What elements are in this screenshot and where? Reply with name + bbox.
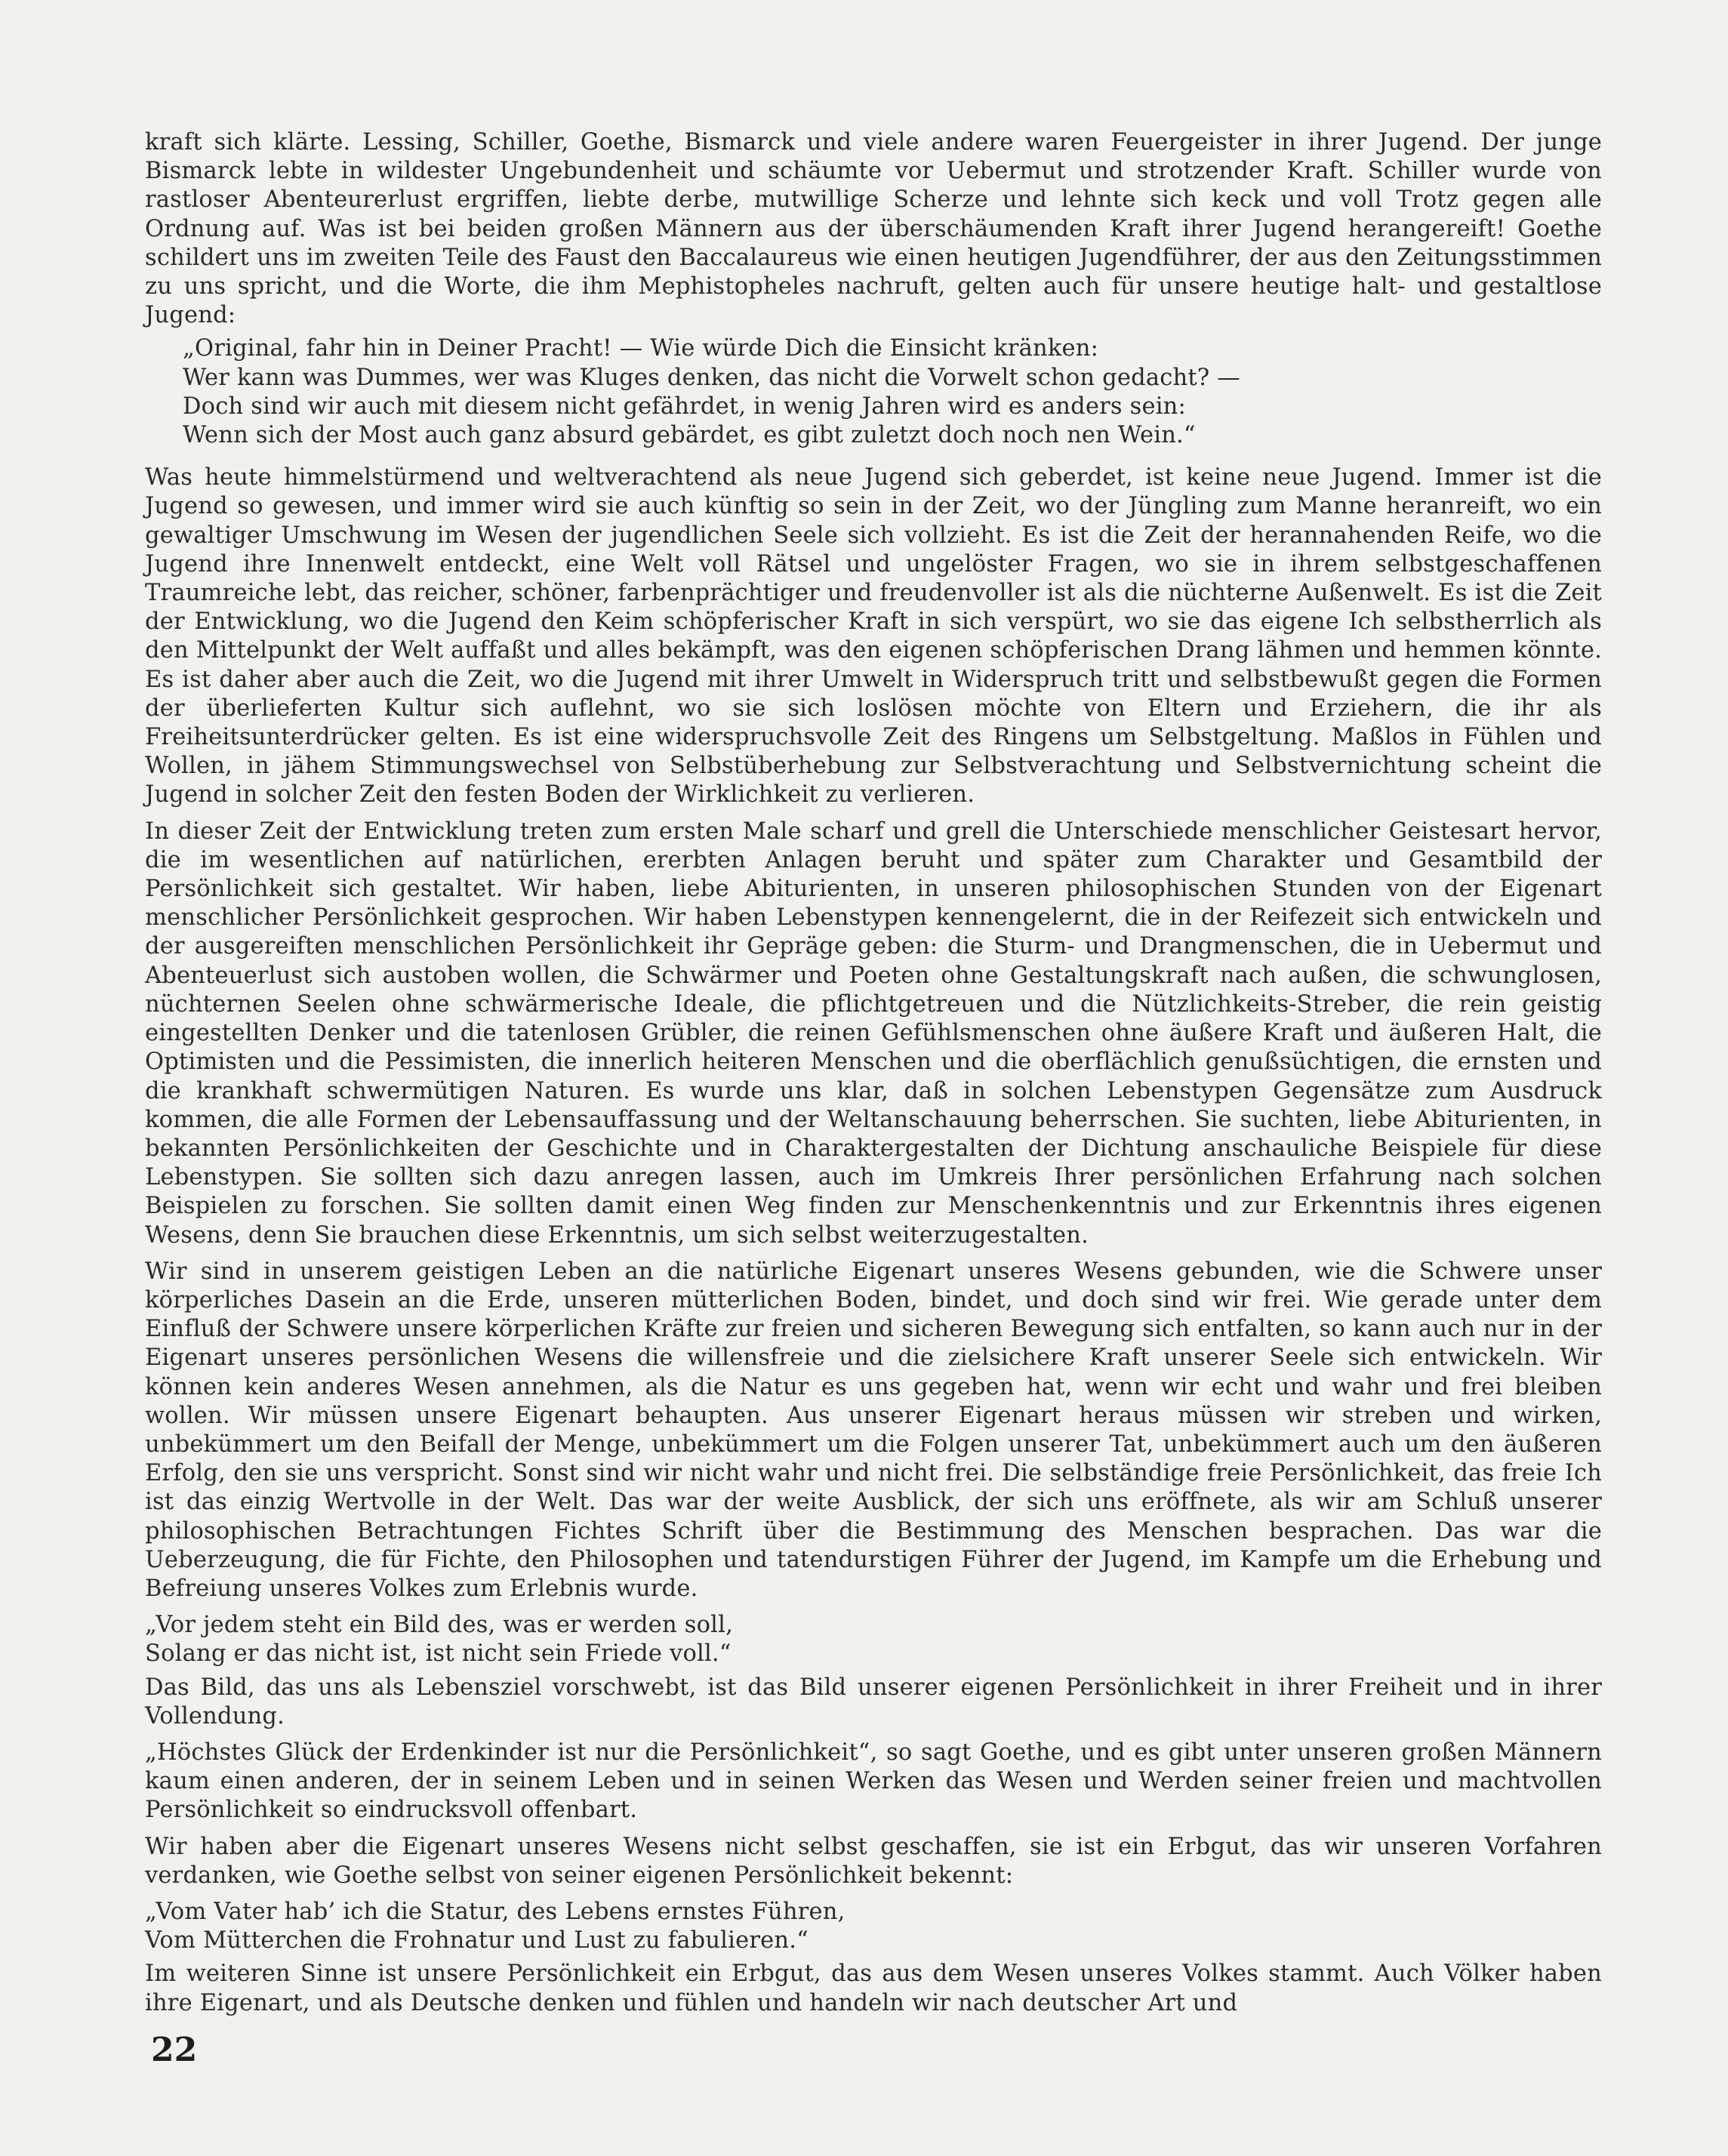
paragraph-erbgut: Wir haben aber die Eigenart unseres Wesens nicht selbst geschaffen, sie ist ein Erbgut, das wir unseren Vorfahren verdanken, wie Goethe selbst von seiner eigenen Persönlichkeit bekennt: <box>145 1833 1602 1889</box>
paragraph-goethe-faust-intro: kraft sich klärte. Lessing, Schiller, Goethe, Bismarck und viele andere waren Feuergeister in ihrer Jugend. Der junge Bismarck lebte in wildester Ungebundenheit und schäumte vor Uebermut und strotzender Kraft. Schiller wurde von rastloser Abenteurerlust ergriffen, liebte derbe, mutwillige Scherze und lehnte sich keck und voll Trotz gegen alle Ordnung auf. Was ist bei beiden großen Männern aus der überschäumenden Kraft ihrer Jugend herangereift! Goethe schildert uns im zweiten Teile des Faust den Baccalaureus wie einen heutigen Jugendführer, der aus den Zeitungsstimmen zu uns spricht, und die Worte, die ihm Mephistopheles nachruft, gelten auch für unsere heutige halt- und gestaltlose Jugend: <box>145 129 1602 329</box>
faust-quote <box>183 334 1602 450</box>
paragraph-youth: Was heute himmelstürmend und weltverachtend als neue Jugend sich geberdet, ist keine neue Jugend. Immer ist die Jugend so gewesen, und immer wird sie auch künftig so sein in der Zeit, wo der Jüngling zum Manne heranreift, wo ein gewaltiger Umschwung im Wesen der jugendlichen Seele sich vollzieht. Es ist die Zeit der herannahenden Reife, wo die Jugend ihre Innenwelt entdeckt, eine Welt voll Rätsel und ungelöster Fragen, wo sie in ihrem selbstgeschaffenen Traumreiche lebt, das reicher, schöner, farbenprächtiger und freudenvoller ist als die nüchterne Außenwelt. Es ist die Zeit der Entwicklung, wo die Jugend den Keim schöpferischer Kraft in sich verspürt, wo sie das eigene Ich selbstherrlich als den Mittelpunkt der Welt auffaßt und alles bekämpft, was den eigenen schöpferischen Drang lähmen und hemmen könnte. Es ist daher aber auch die Zeit, wo die Jugend mit ihrer Umwelt in Widerspruch tritt und selbstbewußt gegen die Formen der überlieferten Kultur sich auflehnt, wo sie sich loslösen möchte von Eltern und Erziehern, die ihr als Freiheitsunterdrücker gelten. Es ist eine widerspruchsvolle Zeit des Ringens um Selbstgeltung. Maßlos in Fühlen und Wollen, in jähem Stimmungswechsel von Selbstüberhebung zur Selbstverachtung und Selbstvernichtung scheint die Jugend in solcher Zeit den festen Boden der Wirklichkeit zu verlieren. <box>145 464 1602 808</box>
body-text <box>145 128 1602 2025</box>
quote-line: Wer kann was Dummes, wer was Kluges denken, das nicht die Vorwelt schon gedacht? — <box>183 364 1240 391</box>
paragraph-freedom: Wir sind in unserem geistigen Leben an die natürliche Eigenart unseres Wesens gebunden, wie die Schwere unser körperliches Dasein an die Erde, unseren mütterlichen Boden, bindet, und doch sind wir frei. Wie gerade unter dem Einfluß der Schwere unsere körperlichen Kräfte zur freien und sicheren Bewegung sich entfalten, so kann auch nur in der Eigenart unseres persönlichen Wesens die willensfreie und die zielsichere Kraft unserer Seele sich entwickeln. Wir können kein anderes Wesen annehmen, als die Natur es uns gegeben hat, wenn wir echt und wahr und frei bleiben wollen. Wir müssen unsere Eigenart behaupten. Aus unserer Eigenart heraus müssen wir streben und wirken, unbekümmert um den Beifall der Menge, unbekümmert um die Folgen unserer Tat, unbekümmert auch um den äußeren Erfolg, den sie uns verspricht. Sonst sind wir nicht wahr und nicht frei. Die selbständige freie Persönlichkeit, das freie Ich ist das einzig Wertvolle in der Welt. Das war der weite Ausblick, der sich uns eröffnete, als wir am Schluß unserer philosophischen Betrachtungen Fichtes Schrift über die Bestimmung des Menschen besprachen. Das war die Ueberzeugung, die für Fichte, den Philosophen und tatendurstigen Führer der Jugend, im Kampfe um die Erhebung und Befreiung unseres Volkes zum Erlebnis wurde. <box>145 1258 1602 1602</box>
quote-line: Vom Mütterchen die Frohnatur und Lust zu fabulieren.“ <box>145 1927 809 1954</box>
quote-line: „Vor jedem steht ein Bild des, was er werden soll, <box>145 1612 733 1639</box>
paragraph-lebensziel: Das Bild, das uns als Lebensziel vorschwebt, ist das Bild unserer eigenen Persönlichkeit in ihrer Freiheit und in ihrer Vollendung. <box>145 1674 1602 1729</box>
quote-line: „Original, fahr hin in Deiner Pracht! — Wie würde Dich die Einsicht kränken: <box>183 335 1099 362</box>
paragraph-persoenlichkeit: „Höchstes Glück der Erdenkinder ist nur die Persönlichkeit“, so sagt Goethe, und es gibt unter unseren großen Männern kaum einen anderen, der in seinem Leben und in seinen Werken das Wesen und Werden seiner freien und machtvollen Persönlichkeit so eindrucksvoll offenbart. <box>145 1739 1602 1824</box>
paragraph-volk: Im weiteren Sinne ist unsere Persönlichkeit ein Erbgut, das aus dem Wesen unseres Volkes stammt. Auch Völker haben ihre Eigenart, und als Deutsche denken und fühlen und handeln wir nach deutscher Art und <box>145 1960 1602 2016</box>
quote-line: Solang er das nicht ist, ist nicht sein Friede voll.“ <box>145 1640 732 1668</box>
bild-quote <box>145 1611 1602 1668</box>
quote-line: „Vom Vater hab’ ich die Statur, des Lebens ernstes Führen, <box>145 1898 846 1925</box>
vater-quote <box>145 1898 1602 1955</box>
quote-line: Wenn sich der Most auch ganz absurd gebärdet, es gibt zuletzt doch noch nen Wein.“ <box>183 422 1196 449</box>
paragraph-lifetypes: In dieser Zeit der Entwicklung treten zum ersten Male scharf und grell die Unterschiede menschlicher Geistesart hervor, die im wesentlichen auf natürlichen, ererbten Anlagen beruht und später zum Charakter und Gesamtbild der Persönlichkeit sich gestaltet. Wir haben, liebe Abiturienten, in unseren philosophischen Stunden von der Eigenart menschlicher Persönlichkeit gesprochen. Wir haben Lebenstypen kennengelernt, die in der Reifezeit sich entwickeln und der ausgereiften menschlichen Persönlichkeit ihr Gepräge geben: die Sturm- und Drangmenschen, die in Uebermut und Abenteuerlust sich austoben wollen, die Schwärmer und Poeten ohne Gestaltungskraft nach außen, die schwunglosen, nüchternen Seelen ohne schwärmerische Ideale, die pflichtgetreuen und die Nützlichkeits-Streber, die rein geistig eingestellten Denker und die tatenlosen Grübler, die reinen Gefühlsmenschen ohne äußere Kraft und äußeren Halt, die Optimisten und die Pessimisten, die innerlich heiteren Menschen und die oberflächlich genußsüchtigen, die ernsten und die krankhaft schwermütigen Naturen. Es wurde uns klar, daß in solchen Lebenstypen Gegensätze zum Ausdruck kommen, die alle Formen der Lebensauffassung und der Weltanschauung beherrschen. Sie suchten, liebe Abiturienten, in bekannten Persönlichkeiten der Geschichte und in Charaktergestalten der Dichtung anschauliche Beispiele für diese Lebenstypen. Sie sollten sich dazu anregen lassen, auch im Umkreis Ihrer persönlichen Erfahrung nach solchen Beispielen zu forschen. Sie sollten damit einen Weg finden zur Menschenkenntnis und zur Erkenntnis ihres eigenen Wesens, denn Sie brauchen diese Erkenntnis, um sich selbst weiterzugestalten. <box>145 818 1602 1249</box>
page-number: 22 <box>151 2031 198 2069</box>
quote-line: Doch sind wir auch mit diesem nicht gefährdet, in wenig Jahren wird es anders sein: <box>183 393 1186 420</box>
